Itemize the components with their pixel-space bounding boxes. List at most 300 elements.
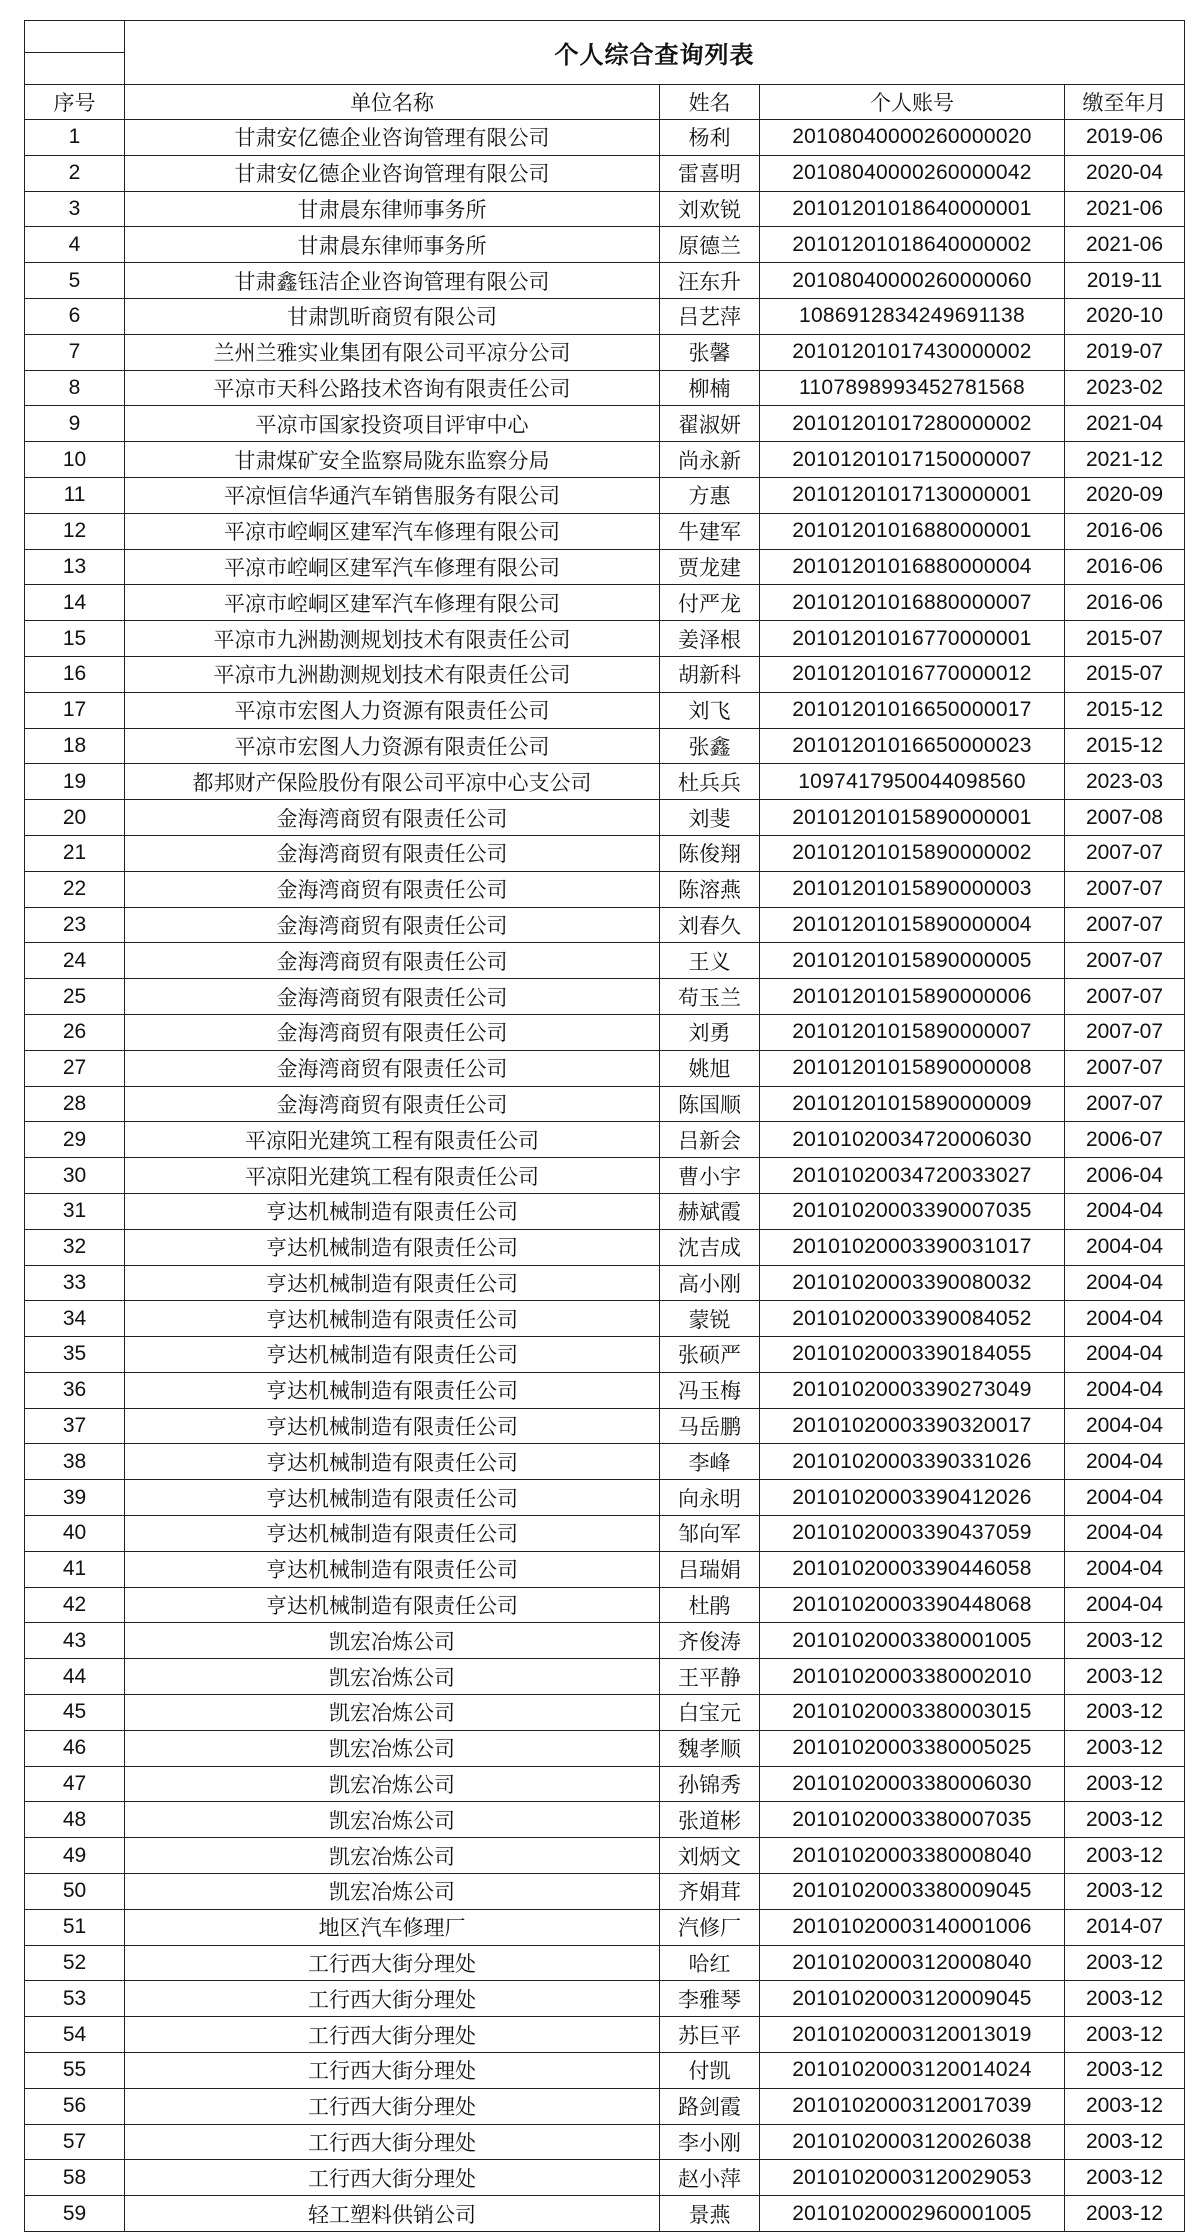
- unit-name-cell: 凯宏冶炼公司: [125, 1874, 660, 1910]
- paid-until-cell: 2016-06: [1065, 585, 1185, 621]
- person-name-cell: 吕瑞娟: [660, 1551, 760, 1587]
- paid-until-cell: 2003-12: [1065, 1981, 1185, 2017]
- seq-cell: 56: [25, 2088, 125, 2124]
- seq-cell: 34: [25, 1301, 125, 1337]
- table-row: [25, 2017, 1185, 2053]
- person-name-cell: 柳楠: [660, 370, 760, 406]
- seq-cell: 16: [25, 656, 125, 692]
- unit-name-cell: 凯宏冶炼公司: [125, 1659, 660, 1695]
- seq-cell: 25: [25, 979, 125, 1015]
- account-cell: 1086912834249691138: [760, 298, 1065, 334]
- person-name-cell: 刘炳文: [660, 1838, 760, 1874]
- paid-until-cell: 2007-07: [1065, 907, 1185, 943]
- account-cell: 20101020003390331026: [760, 1444, 1065, 1480]
- unit-name-cell: 亨达机械制造有限责任公司: [125, 1551, 660, 1587]
- account-cell: 20101020003390031017: [760, 1229, 1065, 1265]
- paid-until-cell: 2019-06: [1065, 120, 1185, 156]
- paid-until-cell: 2003-12: [1065, 1838, 1185, 1874]
- table-row: [25, 800, 1185, 836]
- person-name-cell: 汪东升: [660, 263, 760, 299]
- account-cell: 20101020003390412026: [760, 1480, 1065, 1516]
- table-row: [25, 2124, 1185, 2160]
- account-cell: 20101020003380007035: [760, 1802, 1065, 1838]
- table-row: [25, 1337, 1185, 1373]
- seq-cell: 5: [25, 263, 125, 299]
- seq-cell: 27: [25, 1050, 125, 1086]
- table-row: [25, 477, 1185, 513]
- account-cell: 20101020003120009045: [760, 1981, 1065, 2017]
- paid-until-cell: 2007-07: [1065, 943, 1185, 979]
- table-row: [25, 1730, 1185, 1766]
- unit-name-cell: 亨达机械制造有限责任公司: [125, 1193, 660, 1229]
- unit-name-cell: 亨达机械制造有限责任公司: [125, 1229, 660, 1265]
- paid-until-cell: 2015-07: [1065, 621, 1185, 657]
- header-seq: 序号: [25, 85, 125, 120]
- unit-name-cell: 亨达机械制造有限责任公司: [125, 1587, 660, 1623]
- account-cell: 20101201015890000005: [760, 943, 1065, 979]
- table-row: [25, 764, 1185, 800]
- person-name-cell: 孙锦秀: [660, 1766, 760, 1802]
- person-name-cell: 冯玉梅: [660, 1372, 760, 1408]
- account-cell: 20101020003380003015: [760, 1695, 1065, 1731]
- person-name-cell: 胡新科: [660, 656, 760, 692]
- paid-until-cell: 2015-07: [1065, 656, 1185, 692]
- paid-until-cell: 2007-07: [1065, 1050, 1185, 1086]
- table-row: [25, 1265, 1185, 1301]
- table-row: [25, 943, 1185, 979]
- table-row: [25, 728, 1185, 764]
- unit-name-cell: 凯宏冶炼公司: [125, 1766, 660, 1802]
- person-name-cell: 陈溶燕: [660, 871, 760, 907]
- seq-cell: 12: [25, 513, 125, 549]
- account-cell: 20101020003390273049: [760, 1372, 1065, 1408]
- page-title: 个人综合查询列表: [125, 21, 1185, 85]
- paid-until-cell: 2003-12: [1065, 2017, 1185, 2053]
- table-row: [25, 1480, 1185, 1516]
- account-cell: 1097417950044098560: [760, 764, 1065, 800]
- table-row: [25, 1909, 1185, 1945]
- seq-cell: 42: [25, 1587, 125, 1623]
- unit-name-cell: 金海湾商贸有限责任公司: [125, 907, 660, 943]
- unit-name-cell: 亨达机械制造有限责任公司: [125, 1408, 660, 1444]
- paid-until-cell: 2020-04: [1065, 155, 1185, 191]
- unit-name-cell: 凯宏冶炼公司: [125, 1838, 660, 1874]
- unit-name-cell: 亨达机械制造有限责任公司: [125, 1337, 660, 1373]
- account-cell: 20101020003120017039: [760, 2088, 1065, 2124]
- paid-until-cell: 2003-12: [1065, 2160, 1185, 2196]
- account-cell: 20101201016770000012: [760, 656, 1065, 692]
- person-name-cell: 齐娟茸: [660, 1874, 760, 1910]
- person-name-cell: 高小刚: [660, 1265, 760, 1301]
- table-row: [25, 1587, 1185, 1623]
- account-cell: 20108040000260000060: [760, 263, 1065, 299]
- seq-cell: 53: [25, 1981, 125, 2017]
- unit-name-cell: 平凉市崆峒区建军汽车修理有限公司: [125, 513, 660, 549]
- paid-until-cell: 2003-12: [1065, 1659, 1185, 1695]
- account-cell: 20101020003140001006: [760, 1909, 1065, 1945]
- account-cell: 20101020034720033027: [760, 1158, 1065, 1194]
- person-name-cell: 王义: [660, 943, 760, 979]
- seq-cell: 40: [25, 1516, 125, 1552]
- paid-until-cell: 2003-12: [1065, 2124, 1185, 2160]
- query-list-sheet: [24, 20, 1184, 2232]
- table-row: [25, 1874, 1185, 1910]
- table-row: [25, 334, 1185, 370]
- seq-cell: 51: [25, 1909, 125, 1945]
- unit-name-cell: 金海湾商贸有限责任公司: [125, 979, 660, 1015]
- seq-cell: 11: [25, 477, 125, 513]
- person-name-cell: 苟玉兰: [660, 979, 760, 1015]
- account-cell: 20101201017150000007: [760, 442, 1065, 478]
- person-name-cell: 邹向军: [660, 1516, 760, 1552]
- seq-cell: 8: [25, 370, 125, 406]
- seq-cell: 24: [25, 943, 125, 979]
- person-name-cell: 张道彬: [660, 1802, 760, 1838]
- unit-name-cell: 工行西大街分理处: [125, 2053, 660, 2089]
- table-row: [25, 2160, 1185, 2196]
- account-cell: 20101020003380005025: [760, 1730, 1065, 1766]
- person-name-cell: 赫斌霞: [660, 1193, 760, 1229]
- unit-name-cell: 平凉市九洲勘测规划技术有限责任公司: [125, 621, 660, 657]
- unit-name-cell: 甘肃安亿德企业咨询管理有限公司: [125, 155, 660, 191]
- table-row: [25, 621, 1185, 657]
- table-row: [25, 2196, 1185, 2232]
- table-row: [25, 549, 1185, 585]
- account-cell: 20101020003120029053: [760, 2160, 1065, 2196]
- account-cell: 20101020002960001005: [760, 2196, 1065, 2232]
- person-name-cell: 刘斐: [660, 800, 760, 836]
- account-cell: 20101020003390184055: [760, 1337, 1065, 1373]
- seq-cell: 54: [25, 2017, 125, 2053]
- unit-name-cell: 都邦财产保险股份有限公司平凉中心支公司: [125, 764, 660, 800]
- account-cell: 20101201017430000002: [760, 334, 1065, 370]
- person-name-cell: 汽修厂: [660, 1909, 760, 1945]
- person-name-cell: 杨利: [660, 120, 760, 156]
- paid-until-cell: 2007-08: [1065, 800, 1185, 836]
- unit-name-cell: 金海湾商贸有限责任公司: [125, 1014, 660, 1050]
- seq-cell: 15: [25, 621, 125, 657]
- unit-name-cell: 平凉市宏图人力资源有限责任公司: [125, 692, 660, 728]
- account-cell: 1107898993452781568: [760, 370, 1065, 406]
- person-name-cell: 张鑫: [660, 728, 760, 764]
- seq-cell: 48: [25, 1802, 125, 1838]
- unit-name-cell: 亨达机械制造有限责任公司: [125, 1301, 660, 1337]
- seq-cell: 43: [25, 1623, 125, 1659]
- person-name-cell: 尚永新: [660, 442, 760, 478]
- table-row: [25, 227, 1185, 263]
- personal-query-table: [24, 20, 1185, 2232]
- person-name-cell: 哈红: [660, 1945, 760, 1981]
- paid-until-cell: 2021-06: [1065, 191, 1185, 227]
- seq-cell: 58: [25, 2160, 125, 2196]
- table-row: [25, 1516, 1185, 1552]
- person-name-cell: 杜鹃: [660, 1587, 760, 1623]
- account-cell: 20101020003120008040: [760, 1945, 1065, 1981]
- account-cell: 20101020003120014024: [760, 2053, 1065, 2089]
- paid-until-cell: 2007-07: [1065, 835, 1185, 871]
- person-name-cell: 苏巨平: [660, 2017, 760, 2053]
- person-name-cell: 曹小宇: [660, 1158, 760, 1194]
- seq-cell: 3: [25, 191, 125, 227]
- table-row: [25, 191, 1185, 227]
- person-name-cell: 吕艺萍: [660, 298, 760, 334]
- unit-name-cell: 平凉阳光建筑工程有限责任公司: [125, 1122, 660, 1158]
- table-row: [25, 656, 1185, 692]
- table-row: [25, 979, 1185, 1015]
- table-row: [25, 1623, 1185, 1659]
- seq-cell: 36: [25, 1372, 125, 1408]
- seq-cell: 20: [25, 800, 125, 836]
- table-row: [25, 1122, 1185, 1158]
- paid-until-cell: 2003-12: [1065, 1802, 1185, 1838]
- seq-cell: 46: [25, 1730, 125, 1766]
- person-name-cell: 马岳鹏: [660, 1408, 760, 1444]
- account-cell: 20101201015890000006: [760, 979, 1065, 1015]
- table-row: [25, 442, 1185, 478]
- unit-name-cell: 金海湾商贸有限责任公司: [125, 1086, 660, 1122]
- person-name-cell: 魏孝顺: [660, 1730, 760, 1766]
- seq-cell: 50: [25, 1874, 125, 1910]
- person-name-cell: 付凯: [660, 2053, 760, 2089]
- unit-name-cell: 甘肃晨东律师事务所: [125, 191, 660, 227]
- person-name-cell: 刘欢锐: [660, 191, 760, 227]
- account-cell: 20101020003390320017: [760, 1408, 1065, 1444]
- table-row: [25, 298, 1185, 334]
- unit-name-cell: 轻工塑料供销公司: [125, 2196, 660, 2232]
- title-row: [25, 21, 1185, 53]
- account-cell: 20101020003120026038: [760, 2124, 1065, 2160]
- table-row: [25, 370, 1185, 406]
- account-cell: 20101020003380006030: [760, 1766, 1065, 1802]
- paid-until-cell: 2003-12: [1065, 2053, 1185, 2089]
- seq-cell: 6: [25, 298, 125, 334]
- table-row: [25, 1086, 1185, 1122]
- table-row: [25, 1372, 1185, 1408]
- table-row: [25, 692, 1185, 728]
- paid-until-cell: 2004-04: [1065, 1372, 1185, 1408]
- paid-until-cell: 2003-12: [1065, 2196, 1185, 2232]
- person-name-cell: 原德兰: [660, 227, 760, 263]
- unit-name-cell: 兰州兰雅实业集团有限公司平凉分公司: [125, 334, 660, 370]
- person-name-cell: 张硕严: [660, 1337, 760, 1373]
- header-paid-until: 缴至年月: [1065, 85, 1185, 120]
- person-name-cell: 吕新会: [660, 1122, 760, 1158]
- seq-cell: 33: [25, 1265, 125, 1301]
- person-name-cell: 陈俊翔: [660, 835, 760, 871]
- table-row: [25, 1444, 1185, 1480]
- paid-until-cell: 2004-04: [1065, 1337, 1185, 1373]
- table-row: [25, 1301, 1185, 1337]
- account-cell: 20101201015890000002: [760, 835, 1065, 871]
- seq-cell: 23: [25, 907, 125, 943]
- table-row: [25, 1766, 1185, 1802]
- paid-until-cell: 2016-06: [1065, 549, 1185, 585]
- seq-cell: 7: [25, 334, 125, 370]
- paid-until-cell: 2020-09: [1065, 477, 1185, 513]
- account-cell: 20101020003390007035: [760, 1193, 1065, 1229]
- unit-name-cell: 平凉恒信华通汽车销售服务有限公司: [125, 477, 660, 513]
- account-cell: 20101020003380009045: [760, 1874, 1065, 1910]
- paid-until-cell: 2003-12: [1065, 1695, 1185, 1731]
- seq-cell: 32: [25, 1229, 125, 1265]
- paid-until-cell: 2023-03: [1065, 764, 1185, 800]
- person-name-cell: 雷喜明: [660, 155, 760, 191]
- seq-cell: 38: [25, 1444, 125, 1480]
- unit-name-cell: 凯宏冶炼公司: [125, 1695, 660, 1731]
- account-cell: 20101201016880000001: [760, 513, 1065, 549]
- paid-until-cell: 2020-10: [1065, 298, 1185, 334]
- paid-until-cell: 2014-07: [1065, 1909, 1185, 1945]
- paid-until-cell: 2003-12: [1065, 1766, 1185, 1802]
- unit-name-cell: 金海湾商贸有限责任公司: [125, 871, 660, 907]
- paid-until-cell: 2004-04: [1065, 1265, 1185, 1301]
- seq-cell: 55: [25, 2053, 125, 2089]
- seq-cell: 41: [25, 1551, 125, 1587]
- paid-until-cell: 2007-07: [1065, 979, 1185, 1015]
- unit-name-cell: 亨达机械制造有限责任公司: [125, 1516, 660, 1552]
- seq-cell: 22: [25, 871, 125, 907]
- paid-until-cell: 2003-12: [1065, 2088, 1185, 2124]
- paid-until-cell: 2004-04: [1065, 1587, 1185, 1623]
- header-account: 个人账号: [760, 85, 1065, 120]
- paid-until-cell: 2004-04: [1065, 1408, 1185, 1444]
- seq-cell: 29: [25, 1122, 125, 1158]
- unit-name-cell: 凯宏冶炼公司: [125, 1623, 660, 1659]
- paid-until-cell: 2019-11: [1065, 263, 1185, 299]
- seq-cell: 26: [25, 1014, 125, 1050]
- seq-cell: 52: [25, 1945, 125, 1981]
- unit-name-cell: 工行西大街分理处: [125, 2124, 660, 2160]
- table-row: [25, 1551, 1185, 1587]
- account-cell: 20101201016770000001: [760, 621, 1065, 657]
- person-name-cell: 翟淑妍: [660, 406, 760, 442]
- account-cell: 20101020003390437059: [760, 1516, 1065, 1552]
- paid-until-cell: 2021-04: [1065, 406, 1185, 442]
- paid-until-cell: 2004-04: [1065, 1480, 1185, 1516]
- account-cell: 20101201015890000009: [760, 1086, 1065, 1122]
- table-row: [25, 1945, 1185, 1981]
- paid-until-cell: 2004-04: [1065, 1516, 1185, 1552]
- seq-cell: 10: [25, 442, 125, 478]
- table-row: [25, 1408, 1185, 1444]
- table-row: [25, 835, 1185, 871]
- seq-cell: 30: [25, 1158, 125, 1194]
- seq-cell: 49: [25, 1838, 125, 1874]
- table-row: [25, 1193, 1185, 1229]
- person-name-cell: 白宝元: [660, 1695, 760, 1731]
- account-cell: 20101020003390448068: [760, 1587, 1065, 1623]
- table-row: [25, 406, 1185, 442]
- person-name-cell: 牛建军: [660, 513, 760, 549]
- person-name-cell: 赵小萍: [660, 2160, 760, 2196]
- seq-cell: 9: [25, 406, 125, 442]
- paid-until-cell: 2006-07: [1065, 1122, 1185, 1158]
- unit-name-cell: 亨达机械制造有限责任公司: [125, 1265, 660, 1301]
- header-person-name: 姓名: [660, 85, 760, 120]
- seq-cell: 2: [25, 155, 125, 191]
- unit-name-cell: 工行西大街分理处: [125, 2160, 660, 2196]
- seq-cell: 1: [25, 120, 125, 156]
- seq-cell: 39: [25, 1480, 125, 1516]
- person-name-cell: 方惠: [660, 477, 760, 513]
- account-cell: 20101201015890000003: [760, 871, 1065, 907]
- unit-name-cell: 工行西大街分理处: [125, 1945, 660, 1981]
- account-cell: 20101201015890000001: [760, 800, 1065, 836]
- paid-until-cell: 2015-12: [1065, 728, 1185, 764]
- unit-name-cell: 工行西大街分理处: [125, 1981, 660, 2017]
- seq-cell: 59: [25, 2196, 125, 2232]
- person-name-cell: 王平静: [660, 1659, 760, 1695]
- person-name-cell: 陈国顺: [660, 1086, 760, 1122]
- unit-name-cell: 金海湾商贸有限责任公司: [125, 800, 660, 836]
- account-cell: 20101201015890000008: [760, 1050, 1065, 1086]
- unit-name-cell: 金海湾商贸有限责任公司: [125, 835, 660, 871]
- paid-until-cell: 2007-07: [1065, 871, 1185, 907]
- paid-until-cell: 2006-04: [1065, 1158, 1185, 1194]
- account-cell: 20101201016880000007: [760, 585, 1065, 621]
- table-row: [25, 1050, 1185, 1086]
- table-row: [25, 1981, 1185, 2017]
- table-row: [25, 155, 1185, 191]
- seq-cell: 45: [25, 1695, 125, 1731]
- seq-cell: 19: [25, 764, 125, 800]
- account-cell: 20101201018640000002: [760, 227, 1065, 263]
- table-row: [25, 1158, 1185, 1194]
- account-cell: 20101020003120013019: [760, 2017, 1065, 2053]
- table-row: [25, 2088, 1185, 2124]
- person-name-cell: 李峰: [660, 1444, 760, 1480]
- seq-cell: 17: [25, 692, 125, 728]
- table-row: [25, 871, 1185, 907]
- paid-until-cell: 2007-07: [1065, 1086, 1185, 1122]
- account-cell: 20101020003380002010: [760, 1659, 1065, 1695]
- unit-name-cell: 平凉市崆峒区建军汽车修理有限公司: [125, 585, 660, 621]
- account-cell: 20108040000260000042: [760, 155, 1065, 191]
- table-row: [25, 1695, 1185, 1731]
- unit-name-cell: 甘肃鑫钰洁企业咨询管理有限公司: [125, 263, 660, 299]
- account-cell: 20101201016650000023: [760, 728, 1065, 764]
- person-name-cell: 蒙锐: [660, 1301, 760, 1337]
- paid-until-cell: 2023-02: [1065, 370, 1185, 406]
- unit-name-cell: 金海湾商贸有限责任公司: [125, 943, 660, 979]
- unit-name-cell: 甘肃安亿德企业咨询管理有限公司: [125, 120, 660, 156]
- paid-until-cell: 2004-04: [1065, 1444, 1185, 1480]
- table-row: [25, 263, 1185, 299]
- header-row: [25, 85, 1185, 120]
- unit-name-cell: 亨达机械制造有限责任公司: [125, 1480, 660, 1516]
- seq-cell: 57: [25, 2124, 125, 2160]
- unit-name-cell: 甘肃煤矿安全监察局陇东监察分局: [125, 442, 660, 478]
- seq-cell: 44: [25, 1659, 125, 1695]
- account-cell: 20101201017280000002: [760, 406, 1065, 442]
- table-row: [25, 1229, 1185, 1265]
- paid-until-cell: 2015-12: [1065, 692, 1185, 728]
- table-row: [25, 2053, 1185, 2089]
- person-name-cell: 付严龙: [660, 585, 760, 621]
- seq-cell: 13: [25, 549, 125, 585]
- unit-name-cell: 金海湾商贸有限责任公司: [125, 1050, 660, 1086]
- account-cell: 20101020003380008040: [760, 1838, 1065, 1874]
- unit-name-cell: 地区汽车修理厂: [125, 1909, 660, 1945]
- account-cell: 20101020003390446058: [760, 1551, 1065, 1587]
- paid-until-cell: 2021-12: [1065, 442, 1185, 478]
- account-cell: 20101020034720006030: [760, 1122, 1065, 1158]
- paid-until-cell: 2003-12: [1065, 1623, 1185, 1659]
- person-name-cell: 杜兵兵: [660, 764, 760, 800]
- paid-until-cell: 2004-04: [1065, 1229, 1185, 1265]
- paid-until-cell: 2003-12: [1065, 1945, 1185, 1981]
- table-row: [25, 585, 1185, 621]
